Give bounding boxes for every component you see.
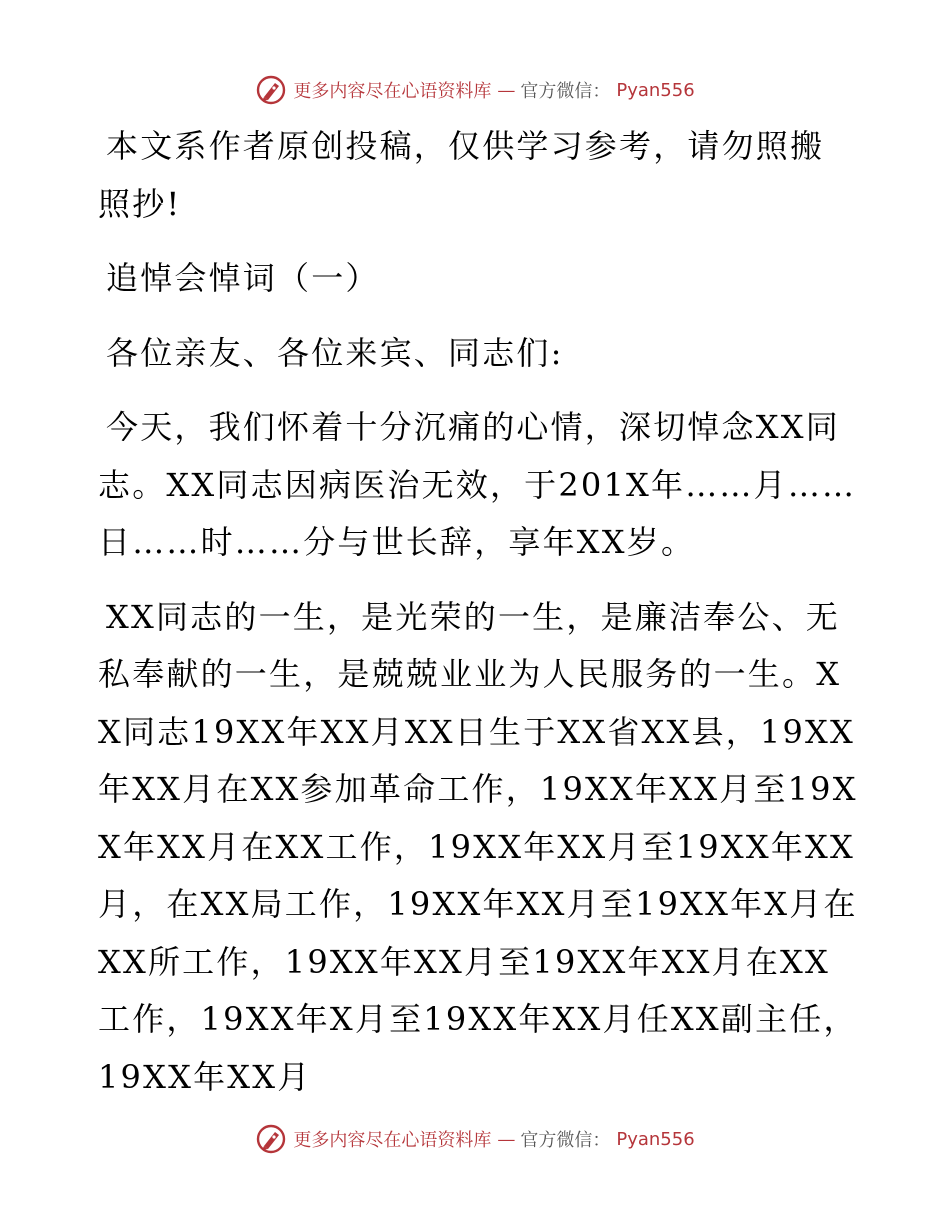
banner-account: Pyan556 bbox=[616, 1128, 695, 1150]
salutation: 各位亲友、各位来宾、同志们: bbox=[106, 333, 564, 372]
pen-nib-logo-icon bbox=[255, 1123, 287, 1155]
header-banner bbox=[0, 70, 950, 110]
banner-text: 更多内容尽在心语资料库 bbox=[293, 81, 492, 102]
document-body bbox=[98, 118, 858, 1123]
banner-text: 更多内容尽在心语资料库 bbox=[293, 1130, 492, 1151]
banner-wechat-label: 官方微信： bbox=[520, 1130, 611, 1151]
paragraph-2: XX同志的一生，是光荣的一生，是廉洁奉公、无私奉献的一生，是兢兢业业为人民服务的一生。XX同志19XX年XX月XX日生于XX省XX县，19XX年XX月在XX参加革命工作，19XX年XX月至19XX年XX月在XX工作，19XX年XX月至19XX年XX月，在XX局工作，19XX年XX月至19XX年X月在XX所工作，19XX年XX月至19XX年XX月在XX工作，19XX年X月至19XX年XX月任XX副主任，19XX年XX月 bbox=[98, 597, 858, 1096]
banner-account: Pyan556 bbox=[616, 79, 695, 101]
banner-dash: — bbox=[497, 79, 515, 101]
banner-wechat-label: 官方微信： bbox=[520, 81, 611, 102]
footer-banner bbox=[0, 1119, 950, 1159]
notice-paragraph: 本文系作者原创投稿，仅供学习参考，请勿照搬照抄! bbox=[98, 127, 825, 223]
banner-dash: — bbox=[497, 1128, 515, 1150]
pen-nib-logo-icon bbox=[255, 74, 287, 106]
paragraph-1: 今天，我们怀着十分沉痛的心情，深切悼念XX同志。XX同志因病医治无效，于201X年……月……日……时……分与世长辞，享年XX岁。 bbox=[98, 408, 857, 561]
document-title: 追悼会悼词（一） bbox=[106, 259, 380, 297]
